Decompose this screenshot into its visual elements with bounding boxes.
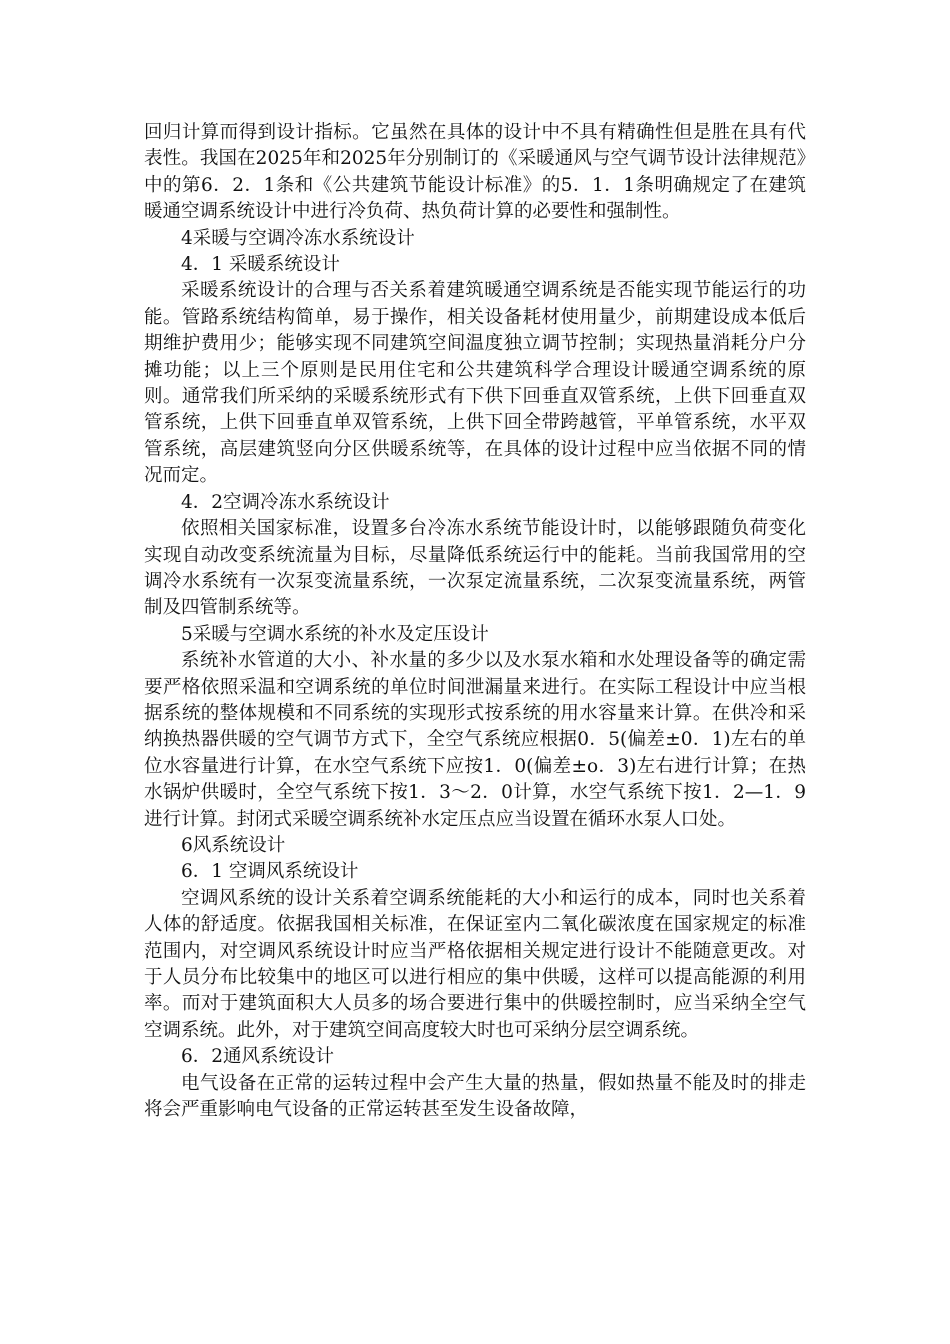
paragraph-chilled-water-system: 依照相关国家标准，设置多台冷冻水系统节能设计时，以能够跟随负荷变化实现自动改变系统流量为目标，尽量降低系统运行中的能耗。当前我国常用的空调冷水系统有一次泵变流量系统，一次泵定流量系统，二次泵变流量系统，两管制及四管制系统等。: [144, 518, 806, 619]
subsection-heading-6-1: 6．1 空调风系统设计: [181, 861, 359, 883]
paragraph-cooling-heating-load: 回归计算而得到设计指标。它虽然在具体的设计中不具有精确性但是胜在具有代表性。我国在2025年和2025年分别制订的《采暖通风与空气调节设计法律规范》中的第6．2．1条和《公共建筑节能设计标准》的5．1．1条明确规定了在建筑暖通空调系统设计中进行冷负荷、热负荷计算的必要性和强制性。: [144, 122, 806, 223]
section-heading-4: 4采暖与空调冷冻水系统设计: [181, 227, 415, 249]
paragraph-air-system-design: 空调风系统的设计关系着空调系统能耗的大小和运行的成本，同时也关系着人体的舒适度。依据我国相关标准，在保证室内二氧化碳浓度在国家规定的标准范围内，对空调风系统设计时应当严格依据相关规定进行设计不能随意更改。对于人员分布比较集中的地区可以进行相应的集中供暖，这样可以提高能源的利用率。而对于建筑面积大人员多的场合要进行集中的供暖控制时，应当采纳全空气空调系统。此外，对于建筑空间高度较大时也可采纳分层空调系统。: [144, 887, 806, 1041]
subsection-heading-6-2: 6．2通风系统设计: [181, 1046, 335, 1068]
paragraph-makeup-water-pressure: 系统补水管道的大小、补水量的多少以及水泵水箱和水处理设备等的确定需要严格依照采温和空调系统的单位时间泄漏量来进行。在实际工程设计中应当根据系统的整体规模和不同系统的实现形式按系统的用水容量来计算。在供冷和采纳换热器供暖的空气调节方式下，全空气系统应根据0．5(偏差±0．1)左右的单位水容量进行计算，在水空气系统下应按1．0(偏差±o．3)左右进行计算；在热水锅炉供暖时，全空气系统下按1．3～2．0计算，水空气系统下按1．2—1．9进行计算。封闭式采暖空调系统补水定压点应当设置在循环水泵人口处。: [144, 650, 806, 830]
section-heading-5: 5采暖与空调水系统的补水及定压设计: [181, 623, 489, 645]
paragraph-heating-system-design: 采暖系统设计的合理与否关系着建筑暖通空调系统是否能实现节能运行的功能。管路系统结构简单，易于操作，相关设备耗材使用量少，前期建设成本低后期维护费用少；能够实现不同建筑空间温度独立调节控制；实现热量消耗分户分摊功能；以上三个原则是民用住宅和公共建筑科学合理设计暖通空调系统的原则。通常我们所采纳的采暖系统形式有下供下回垂直双管系统，上供下回垂直双管系统，上供下回垂直单双管系统，上供下回全带跨越管，平单管系统，水平双管系统，高层建筑竖向分区供暖系统等，在具体的设计过程中应当依据不同的情况而定。: [144, 280, 806, 487]
subsection-heading-4-1: 4．1 采暖系统设计: [181, 254, 340, 276]
document-page: [144, 120, 806, 1123]
subsection-heading-4-2: 4．2空调冷冻水系统设计: [181, 491, 390, 513]
paragraph-ventilation-system: 电气设备在正常的运转过程中会产生大量的热量，假如热量不能及时的排走将会严重影响电气设备的正常运转甚至发生设备故障，: [144, 1072, 806, 1121]
section-heading-6: 6风系统设计: [181, 834, 286, 856]
